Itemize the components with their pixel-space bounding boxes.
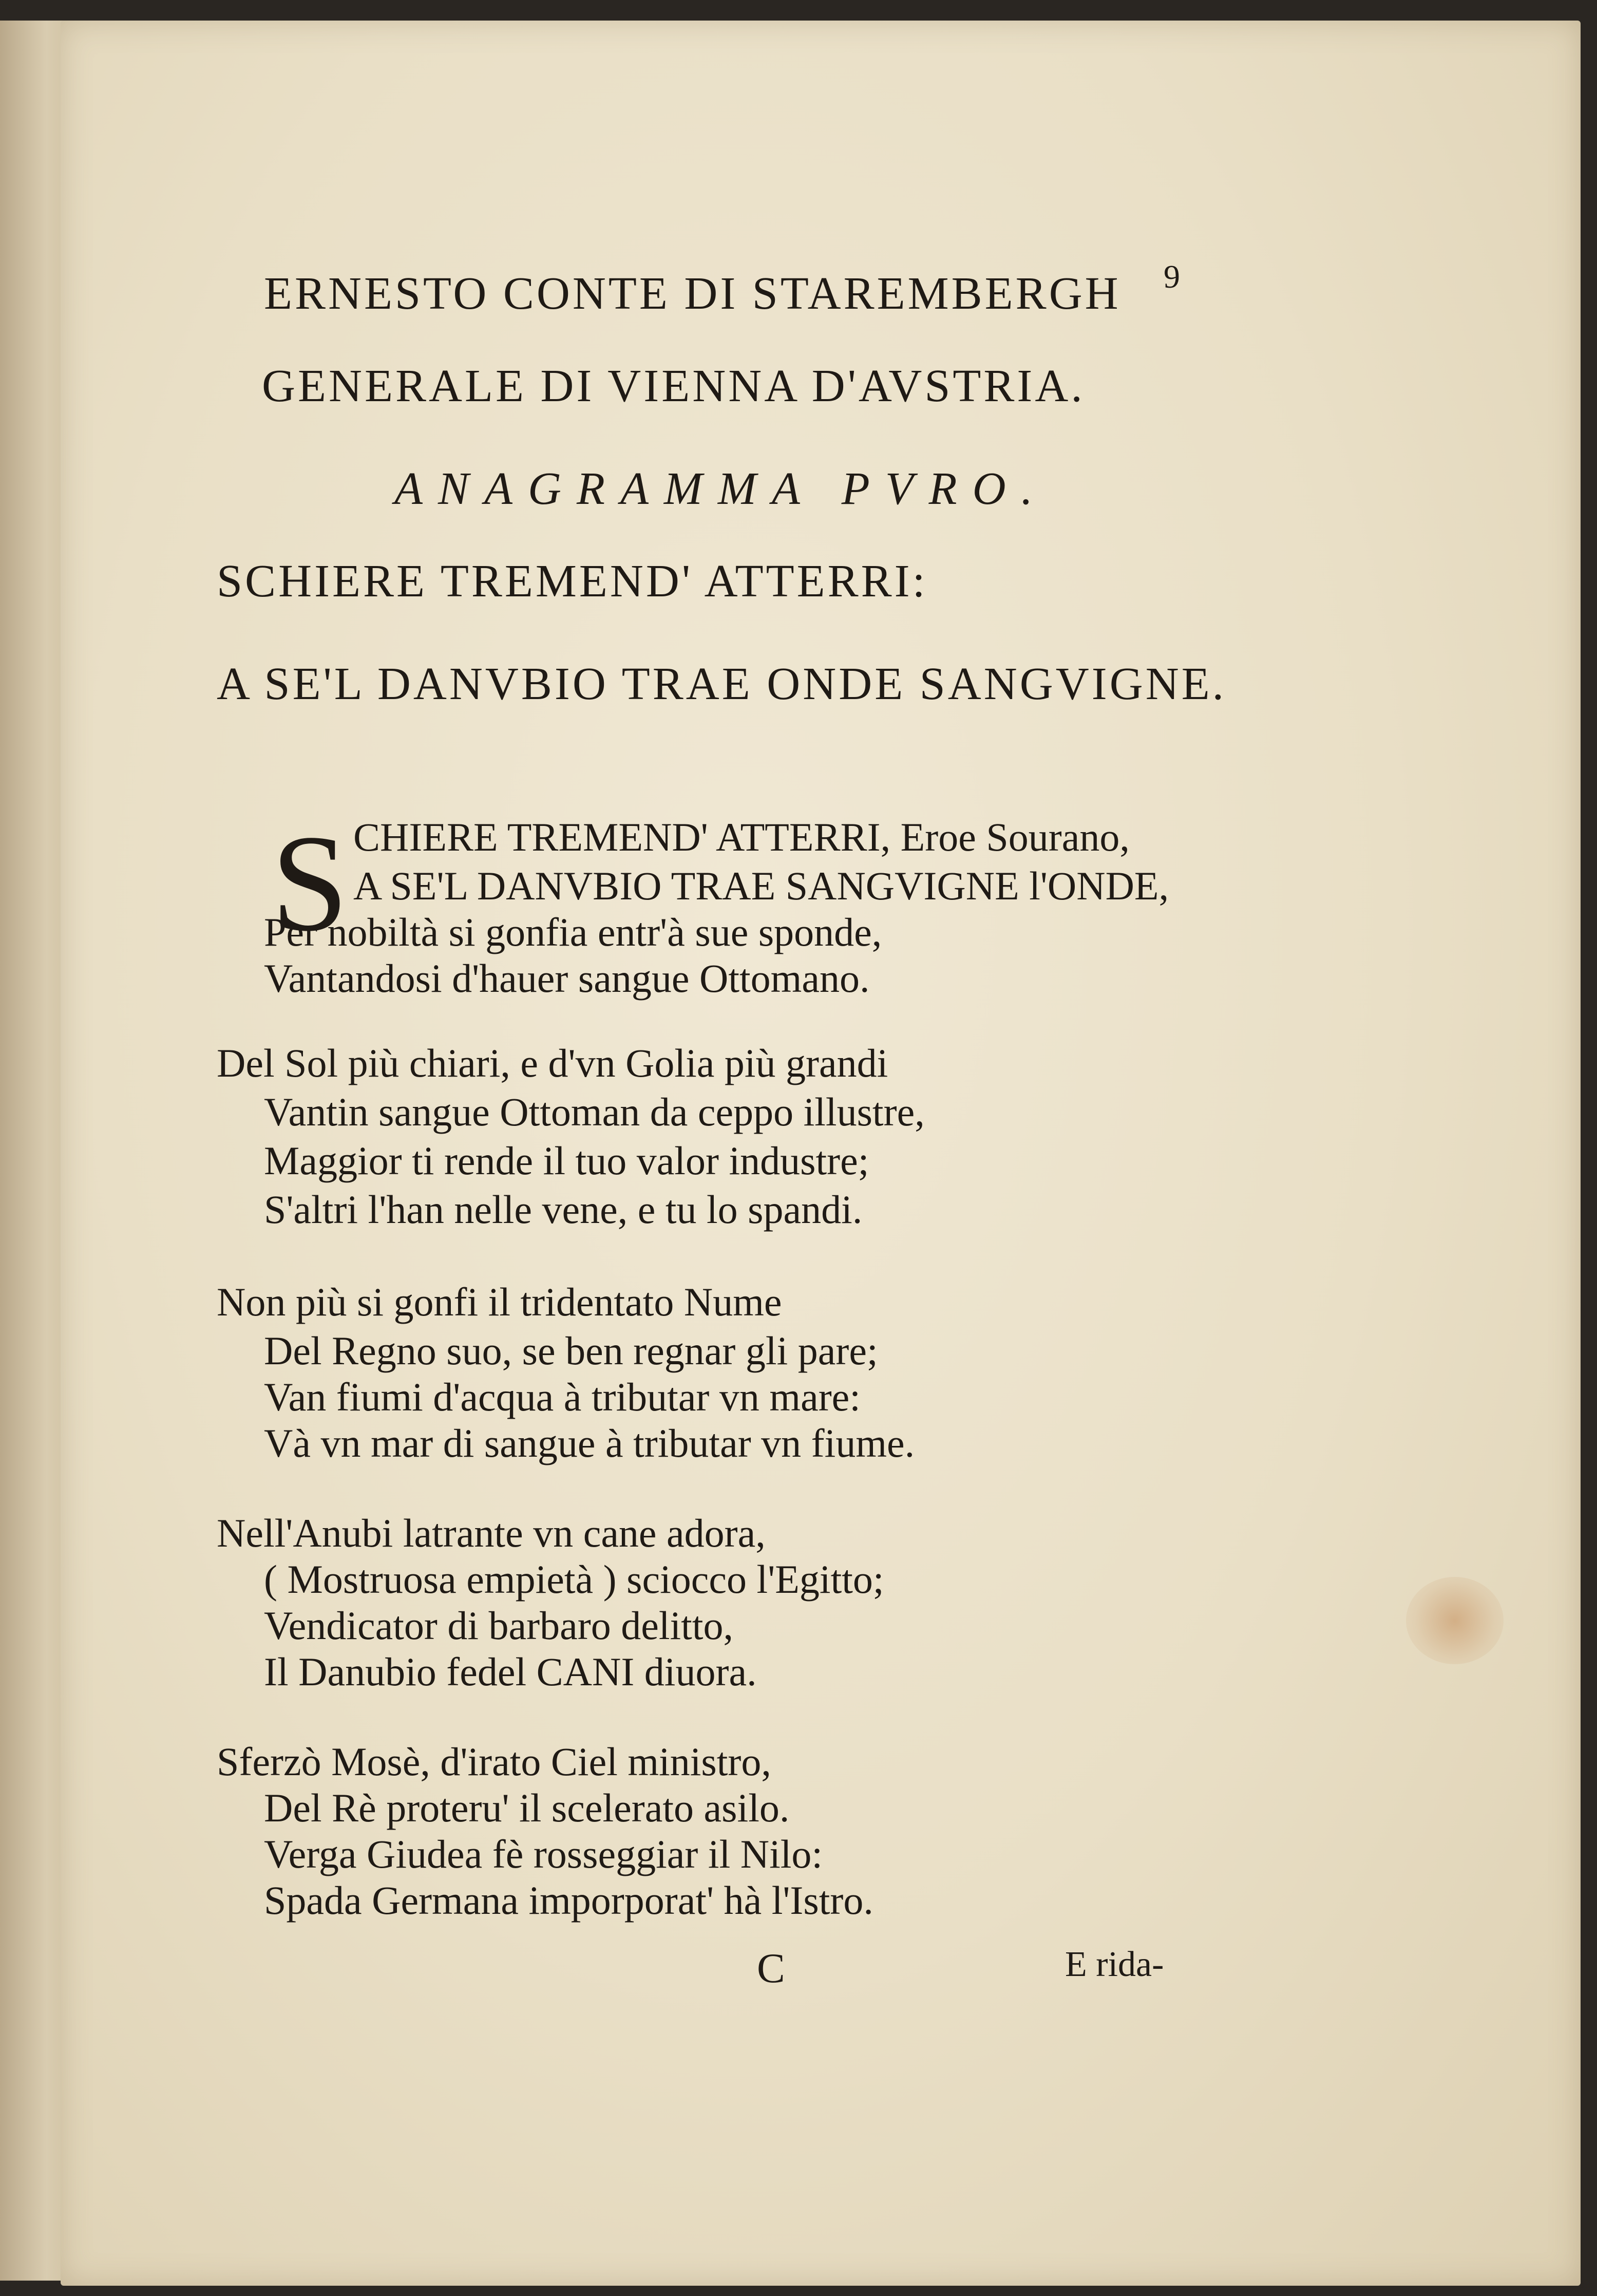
stanza-1-line-2: A SE'L DANVBIO TRAE SANGVIGNE l'ONDE, — [353, 863, 1169, 908]
anagram-line-1: SCHIERE TREMEND' ATTERRI: — [217, 556, 928, 607]
stanza-3-line-4: Và vn mar di sangue à tributar vn fiume. — [264, 1421, 915, 1465]
anagram-line-2: A SE'L DANVBIO TRAE ONDE SANGVIGNE. — [217, 658, 1227, 709]
stanza-1-line-1: CHIERE TREMEND' ATTERRI, Eroe Sourano, — [353, 815, 1130, 859]
stanza-4-line-1: Nell'Anubi latrante vn cane adora, — [217, 1511, 766, 1555]
stanza-5-line-2: Del Rè proteru' il scelerato asilo. — [264, 1785, 790, 1830]
stanza-2-line-2: Vantin sangue Ottoman da ceppo illustre, — [264, 1089, 925, 1134]
stanza-3-line-3: Van fiumi d'acqua à tributar vn mare: — [264, 1375, 861, 1419]
subtitle-anagramma: ANAGRAMMA PVRO. — [394, 463, 1049, 514]
stanza-4-line-4: Il Danubio fedel CANI diuora. — [264, 1649, 757, 1694]
drop-cap: S — [271, 806, 349, 960]
book-page — [61, 21, 1581, 2286]
stanza-4-line-2: ( Mostruosa empietà ) sciocco l'Egitto; — [264, 1557, 884, 1602]
catchword: E rida- — [1065, 1945, 1164, 1984]
stanza-5-line-4: Spada Germana imporporat' hà l'Istro. — [264, 1878, 873, 1923]
stanza-1-line-4: Vantandosi d'hauer sangue Ottomano. — [264, 956, 870, 1001]
stanza-2-line-3: Maggior ti rende il tuo valor industre; — [264, 1138, 869, 1183]
paper-stain — [1406, 1577, 1504, 1664]
stanza-2-line-1: Del Sol più chiari, e d'vn Golia più grandi — [217, 1041, 888, 1085]
signature-mark: C — [757, 1945, 785, 1991]
stanza-5-line-3: Verga Giudea fè rosseggiar il Nilo: — [264, 1832, 823, 1876]
stanza-3-line-2: Del Regno suo, se ben regnar gli pare; — [264, 1328, 878, 1373]
stanza-3-line-1: Non più si gonfi il tridentato Nume — [217, 1279, 782, 1324]
title-line-2: GENERALE DI VIENNA D'AVSTRIA. — [262, 361, 1085, 411]
stanza-1-line-3: Per nobiltà si gonfia entr'à sue sponde, — [264, 910, 882, 954]
stanza-5-line-1: Sferzò Mosè, d'irato Ciel ministro, — [217, 1739, 771, 1784]
title-line-1: ERNESTO CONTE DI STAREMBERGH — [264, 268, 1121, 319]
page-number: 9 — [1164, 258, 1180, 295]
stanza-2-line-4: S'altri l'han nelle vene, e tu lo spandi. — [264, 1187, 863, 1232]
stanza-4-line-3: Vendicator di barbaro delitto, — [264, 1603, 734, 1648]
